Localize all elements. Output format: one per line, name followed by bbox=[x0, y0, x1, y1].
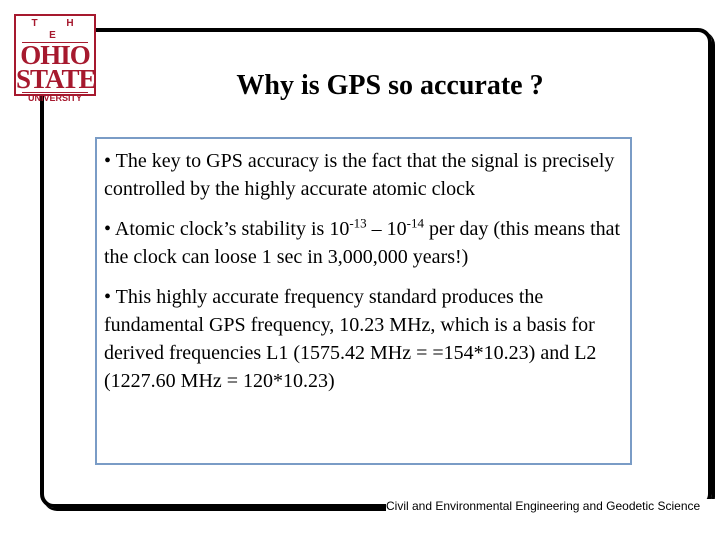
footer-department: Civil and Environmental Engineering and Geodetic Science bbox=[386, 499, 720, 513]
content-box bbox=[95, 137, 632, 465]
exponent-14: -14 bbox=[406, 215, 425, 231]
slide-title: Why is GPS so accurate ? bbox=[236, 70, 544, 101]
bullet-atomic-clock bbox=[104, 215, 624, 271]
bullet-text-post: per day (this means that the clock can loose 1 sec in 3,000,000 years!) bbox=[104, 218, 621, 268]
logo-the: T H E bbox=[22, 18, 88, 43]
logo-state: STATE bbox=[16, 64, 96, 94]
bullet-frequency: • This highly accurate frequency standard produces the fundamental GPS frequency, 10.23 MHz, which is a basis for derived frequencies L1 (1575.42 MHz = =154*10.23) and L2 (1227.60 MHz = 120*10.23) bbox=[104, 286, 597, 392]
bullet-text-pre: • Atomic clock’s stability is 10 bbox=[104, 218, 350, 240]
bullet-gps-key: • The key to GPS accuracy is the fact that the signal is precisely controlled by the highly accurate atomic clock bbox=[104, 150, 615, 200]
ohio-state-logo bbox=[14, 14, 96, 103]
exponent-13: -13 bbox=[349, 215, 367, 231]
logo-university: UNIVERSITY bbox=[22, 92, 88, 103]
logo-ohio: OHIO bbox=[20, 40, 90, 70]
bullet-text-mid: – 10 bbox=[366, 218, 407, 240]
